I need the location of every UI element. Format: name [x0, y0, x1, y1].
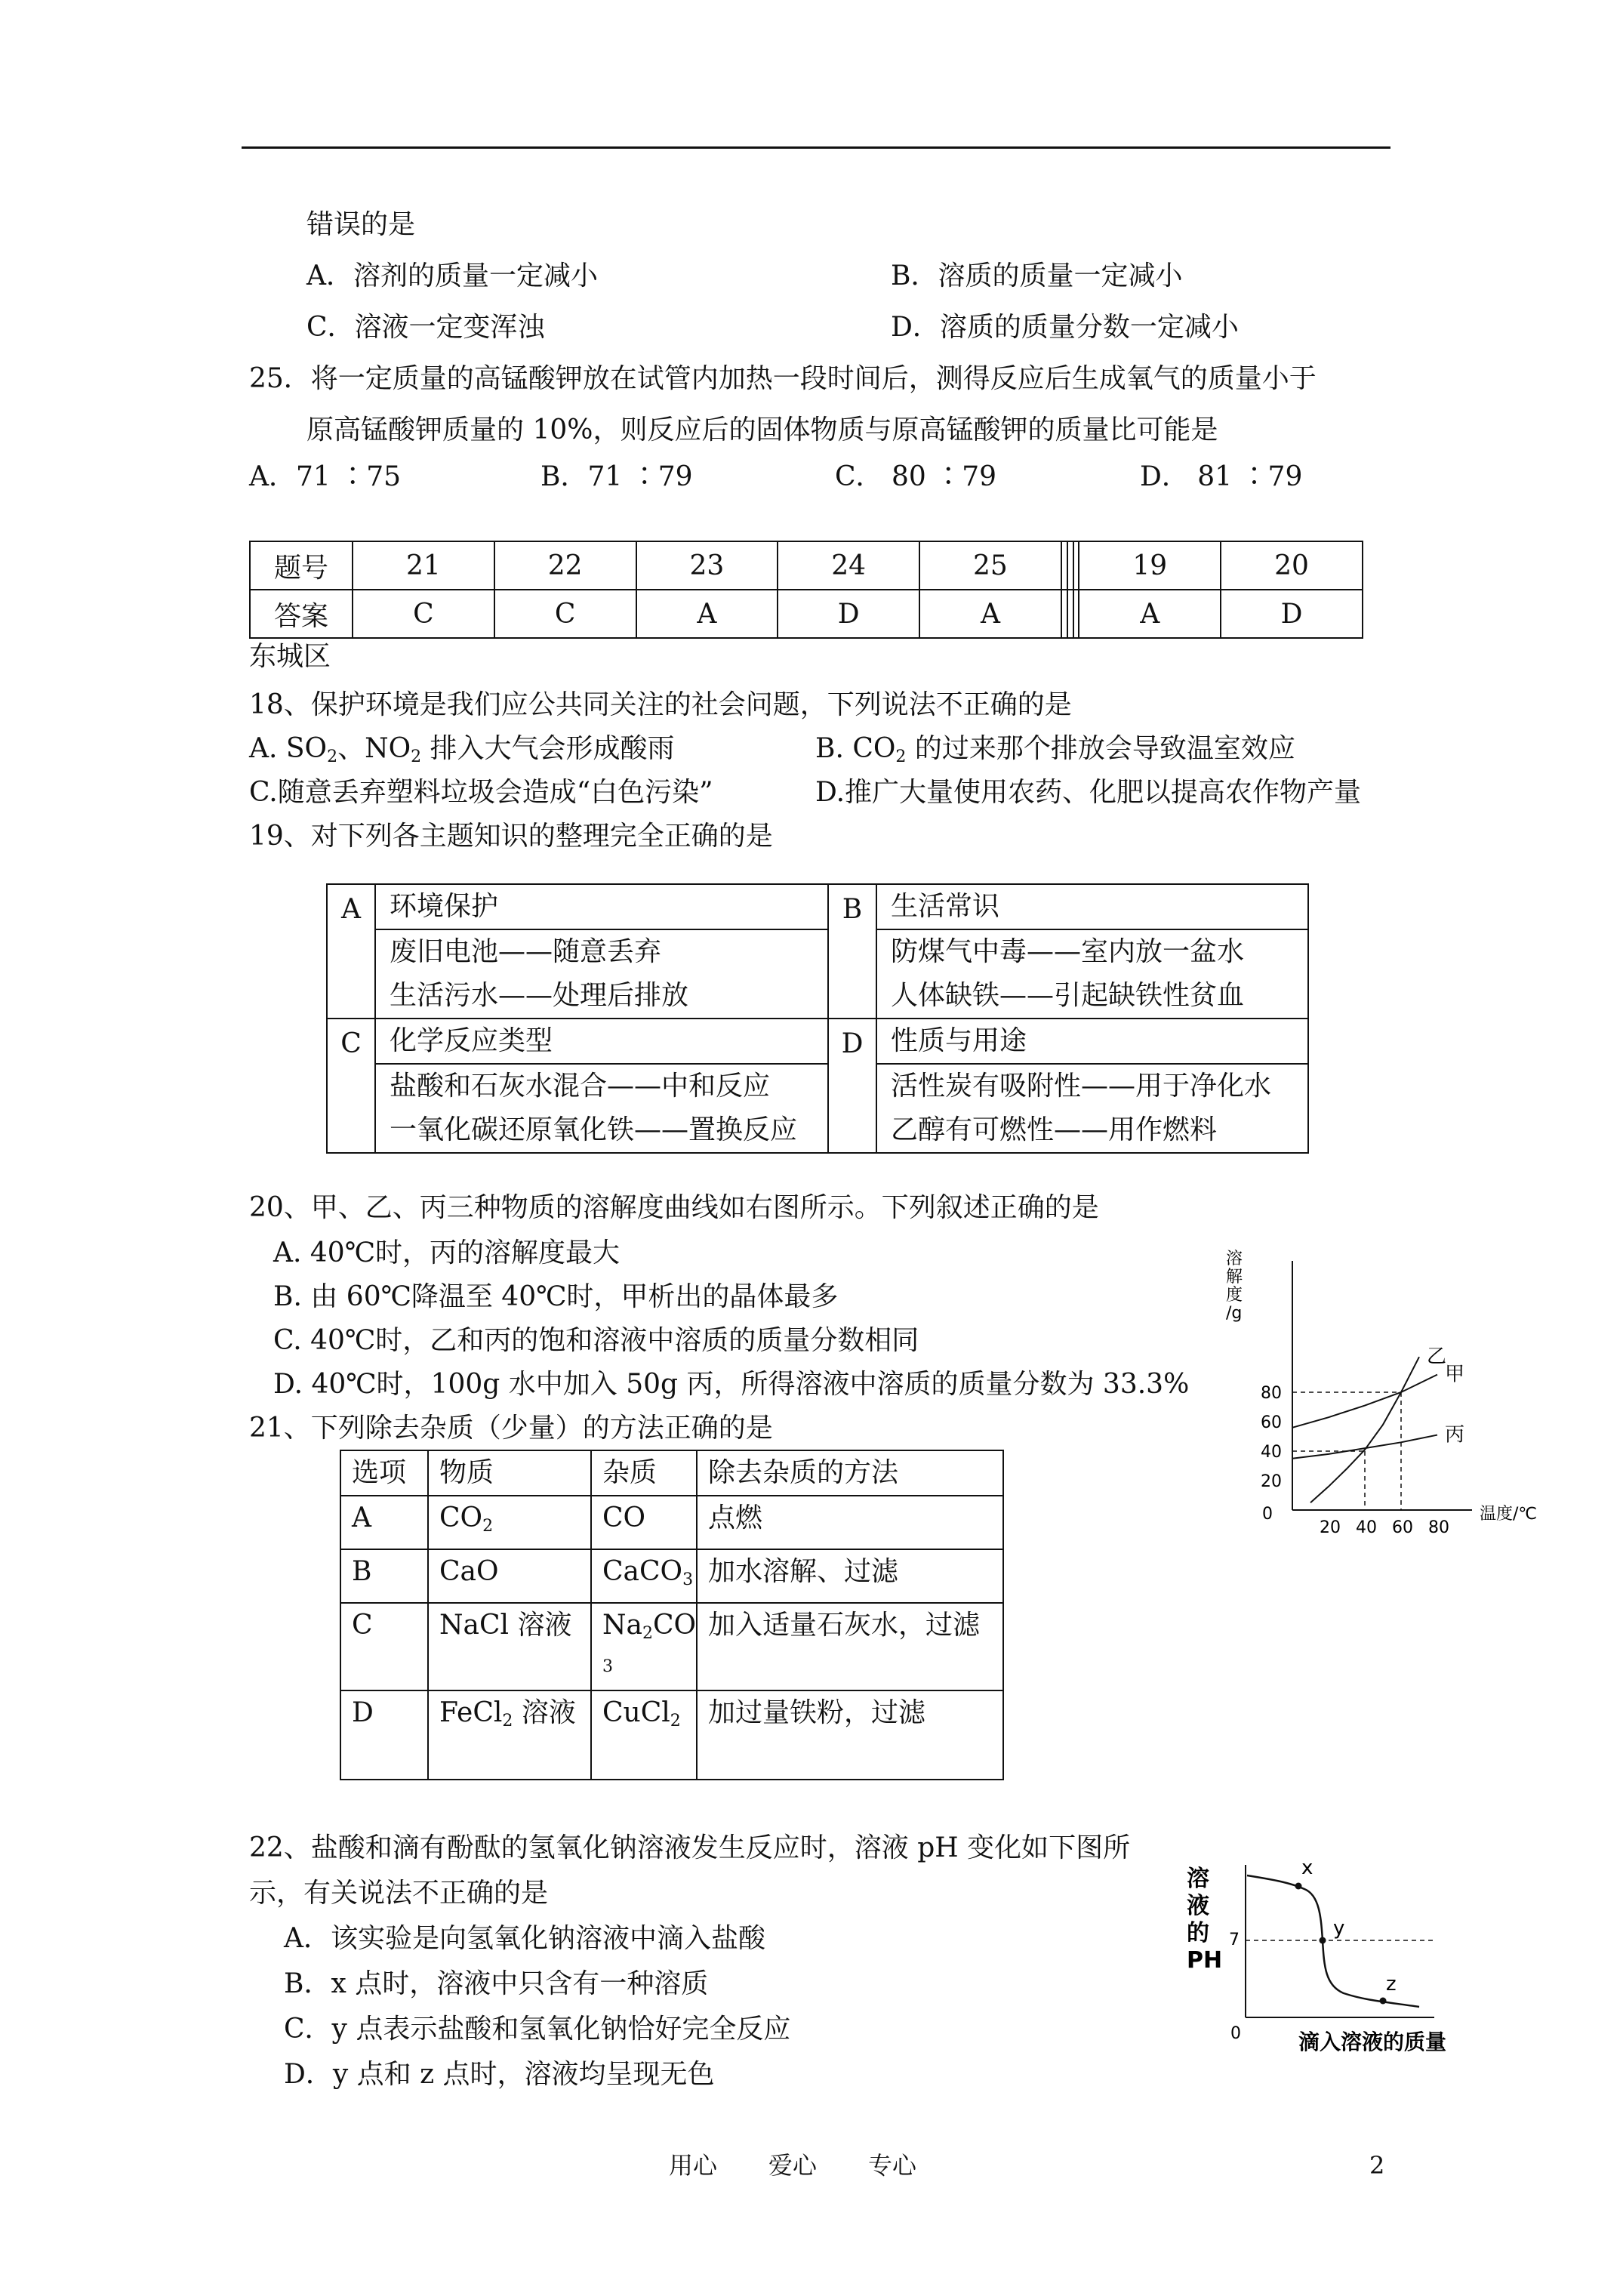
q20-option-a: A. 40℃时，丙的溶解度最大 [273, 1237, 620, 1268]
answer-table-label: 题号 [250, 541, 353, 590]
q21-cell-method: 点燃 [697, 1496, 1003, 1549]
q19-cell-body: 防煤气中毒——室内放一盆水 人体缺铁——引起缺铁性贫血 [876, 929, 1308, 1019]
q22-line1: 22、盐酸和滴有酚酞的氢氧化钠溶液发生反应时，溶液 pH 变化如下图所 [249, 1832, 1131, 1863]
q21-cell-substance: FeCl$_2$ 溶液 [428, 1690, 591, 1780]
q25-option-a: A．71 ∶75 [249, 461, 402, 492]
series-line [1310, 1357, 1419, 1502]
ph-chart [1185, 1842, 1502, 2061]
q21-row [340, 1496, 1003, 1549]
q22-option-c: C．y 点表示盐酸和氢氧化钠恰好完全反应 [284, 2014, 791, 2045]
q21-cell-method: 加水溶解、过滤 [697, 1549, 1003, 1603]
answer-table-number [1067, 541, 1073, 590]
origin-label: 0 [1262, 1505, 1273, 1524]
q21-cell-substance: $CO_2$ [428, 1496, 591, 1549]
answer-table-number: 25 [919, 541, 1061, 590]
answer-table-answer: A [919, 590, 1061, 638]
q21-cell-impurity: $Na_2CO$ 3 [591, 1603, 697, 1690]
answer-table-number: 23 [636, 541, 778, 590]
footer-motto-3: 专心 [868, 2151, 917, 2180]
y-axis-label: 解 [1226, 1268, 1243, 1287]
y-axis-label: 溶 [1226, 1250, 1243, 1268]
x-tick-label: 60 [1392, 1518, 1413, 1537]
y-tick-label: 40 [1261, 1443, 1282, 1462]
x-tick-label: 40 [1356, 1518, 1377, 1537]
answer-table-answer: C [353, 590, 494, 638]
answer-table-number [1073, 541, 1079, 590]
q25-line2: 原高锰酸钾质量的 10%，则反应后的固体物质与原高锰酸钾的质量比可能是 [306, 415, 1218, 445]
solubility-chart [1223, 1238, 1540, 1548]
q19-cell-head: 环境保护 [375, 884, 828, 929]
y-axis-label: /g [1226, 1304, 1243, 1323]
q18-option-d: D.推广大量使用农药、化肥以提高农作物产量 [815, 777, 1362, 808]
prev-option-a: A．溶剂的质量一定减小 [306, 260, 598, 291]
answer-table-answer: C [494, 590, 636, 638]
q21-cell-substance: NaCl 溶液 [428, 1603, 591, 1690]
q18-stem: 18、保护环境是我们应公共同关注的社会问题，下列说法不正确的是 [249, 689, 1072, 720]
q20-option-b: B. 由 60℃降温至 40℃时，甲析出的晶体最多 [273, 1281, 839, 1312]
answer-table-answer [1061, 590, 1067, 638]
q19-cell-label: B [828, 884, 876, 1019]
q18-option-c: C.随意丢弃塑料垃圾会造成“白色污染” [249, 777, 713, 808]
q22-option-d: D．y 点和 z 点时，溶液均呈现无色 [284, 2059, 715, 2090]
prev-stem-tail: 错误的是 [306, 209, 416, 240]
answer-table-number: 22 [494, 541, 636, 590]
q21-cell-method: 加过量铁粉，过滤 [697, 1690, 1003, 1780]
q19-cell-label: D [828, 1019, 876, 1153]
series-line [1292, 1375, 1437, 1428]
answer-table-answer: A [1079, 590, 1221, 638]
q21-row [340, 1603, 1003, 1690]
x-tick-label: 20 [1320, 1518, 1341, 1537]
y-axis-label: PH [1187, 1947, 1223, 1974]
answer-table-answer: D [778, 590, 919, 638]
ph-point-label: z [1386, 1973, 1397, 1996]
series-label: 丙 [1445, 1423, 1465, 1447]
prev-option-b: B．溶质的质量一定减小 [891, 260, 1183, 291]
q19-cell-head: 化学反应类型 [375, 1019, 828, 1064]
q22-option-b: B．x 点时，溶液中只含有一种溶质 [284, 1968, 709, 1999]
q25-option-d: D． 81 ∶79 [1140, 461, 1303, 492]
q19-cell-body: 废旧电池——随意丢弃 生活污水——处理后排放 [375, 929, 828, 1019]
ph-point [1380, 1998, 1387, 2005]
y-tick-label: 7 [1229, 1931, 1240, 1949]
q19-cell-body: 活性炭有吸附性——用于净化水 乙醇有可燃性——用作燃料 [876, 1064, 1308, 1153]
q19-cell-body: 盐酸和石灰水混合——中和反应 一氧化碳还原氧化铁——置换反应 [375, 1064, 828, 1153]
y-tick-label: 60 [1261, 1413, 1282, 1432]
q21-header: 物质 [428, 1450, 591, 1496]
q19-table [326, 883, 1309, 1154]
answer-table-answer [1073, 590, 1079, 638]
q21-row [340, 1690, 1003, 1780]
y-axis-label: 的 [1187, 1920, 1209, 1946]
q21-cell-method: 加入适量石灰水，过滤 [697, 1603, 1003, 1690]
q21-header: 除去杂质的方法 [697, 1450, 1003, 1496]
q21-cell-option: C [340, 1603, 428, 1690]
q19-cell-label: C [327, 1019, 375, 1153]
q25-option-c: C． 80 ∶79 [835, 461, 997, 492]
q21-stem: 21、下列除去杂质（少量）的方法正确的是 [249, 1413, 773, 1444]
answer-table-answer: D [1221, 590, 1363, 638]
q20-stem: 20、甲、乙、丙三种物质的溶解度曲线如右图所示。下列叙述正确的是 [249, 1192, 1099, 1223]
q19-cell-label: A [327, 884, 375, 1019]
q21-cell-option: D [340, 1690, 428, 1780]
answer-table-number: 24 [778, 541, 919, 590]
q19-stem: 19、对下列各主题知识的整理完全正确的是 [249, 821, 773, 852]
footer-motto-2: 爱心 [768, 2151, 818, 2180]
y-axis-label: 溶 [1187, 1866, 1209, 1892]
y-axis-label: 度 [1226, 1286, 1243, 1305]
series-label: 乙 [1427, 1345, 1447, 1369]
y-tick-label: 20 [1261, 1472, 1282, 1491]
ph-point [1320, 1937, 1326, 1944]
x-axis-label: 滴入溶液的质量 [1298, 2029, 1447, 2054]
x-axis-label: 温度/℃ [1480, 1505, 1538, 1524]
prev-option-c: C．溶液一定变浑浊 [306, 312, 545, 343]
q21-cell-option: B [340, 1549, 428, 1603]
q19-cell-head: 生活常识 [876, 884, 1308, 929]
q20-option-d: D. 40℃时，100g 水中加入 50g 丙，所得溶液中溶质的质量分数为 33.3% [273, 1369, 1190, 1400]
y-tick-label: 80 [1261, 1384, 1282, 1403]
q21-cell-option: A [340, 1496, 428, 1549]
answer-table-answer: A [636, 590, 778, 638]
q21-header: 选项 [340, 1450, 428, 1496]
answer-table-number: 19 [1079, 541, 1221, 590]
prev-option-d: D．溶质的质量分数一定减小 [891, 312, 1239, 343]
x-tick-label: 80 [1428, 1518, 1449, 1537]
q20-option-c: C. 40℃时，乙和丙的饱和溶液中溶质的质量分数相同 [273, 1325, 919, 1356]
footer-motto-1: 用心 [669, 2151, 718, 2180]
ph-point [1295, 1883, 1302, 1890]
answer-table-answer [1067, 590, 1073, 638]
q21-header: 杂质 [591, 1450, 697, 1496]
answer-table-number [1061, 541, 1067, 590]
ph-point-label: y [1333, 1917, 1345, 1940]
page-number: 2 [1369, 2151, 1385, 2180]
header-rule [242, 146, 1390, 149]
answer-table [249, 541, 1363, 639]
q25-option-b: B．71 ∶79 [540, 461, 693, 492]
q21-cell-impurity: CuCl$_2$ [591, 1690, 697, 1780]
answer-table-answer-row [250, 590, 1363, 638]
q19-cell-head: 性质与用途 [876, 1019, 1308, 1064]
q21-cell-substance: CaO [428, 1549, 591, 1603]
q18-option-a: A. $SO_2$、$NO_2$ 排入大气会形成酸雨 [249, 733, 675, 766]
series-label: 甲 [1445, 1363, 1465, 1386]
y-axis-label: 液 [1187, 1893, 1209, 1919]
q21-cell-impurity: CaCO$_3$ [591, 1549, 697, 1603]
q22-line2: 示，有关说法不正确的是 [249, 1878, 549, 1909]
q21-table [340, 1450, 1004, 1780]
origin-label: 0 [1230, 2024, 1241, 2043]
q21-row [340, 1549, 1003, 1603]
q22-option-a: A．该实验是向氢氧化钠溶液中滴入盐酸 [284, 1923, 765, 1954]
answer-table-number: 21 [353, 541, 494, 590]
answer-table-label: 答案 [250, 590, 353, 638]
answer-table-number-row [250, 541, 1363, 590]
q18-option-b: B. $CO_2$ 的过来那个排放会导致温室效应 [815, 733, 1295, 766]
answer-table-number: 20 [1221, 541, 1363, 590]
district-label: 东城区 [249, 641, 331, 672]
q25-line1: 25．将一定质量的高锰酸钾放在试管内加热一段时间后，测得反应后生成氧气的质量小于 [249, 363, 1317, 394]
ph-point-label: x [1301, 1857, 1313, 1879]
q21-cell-impurity: CO [591, 1496, 697, 1549]
